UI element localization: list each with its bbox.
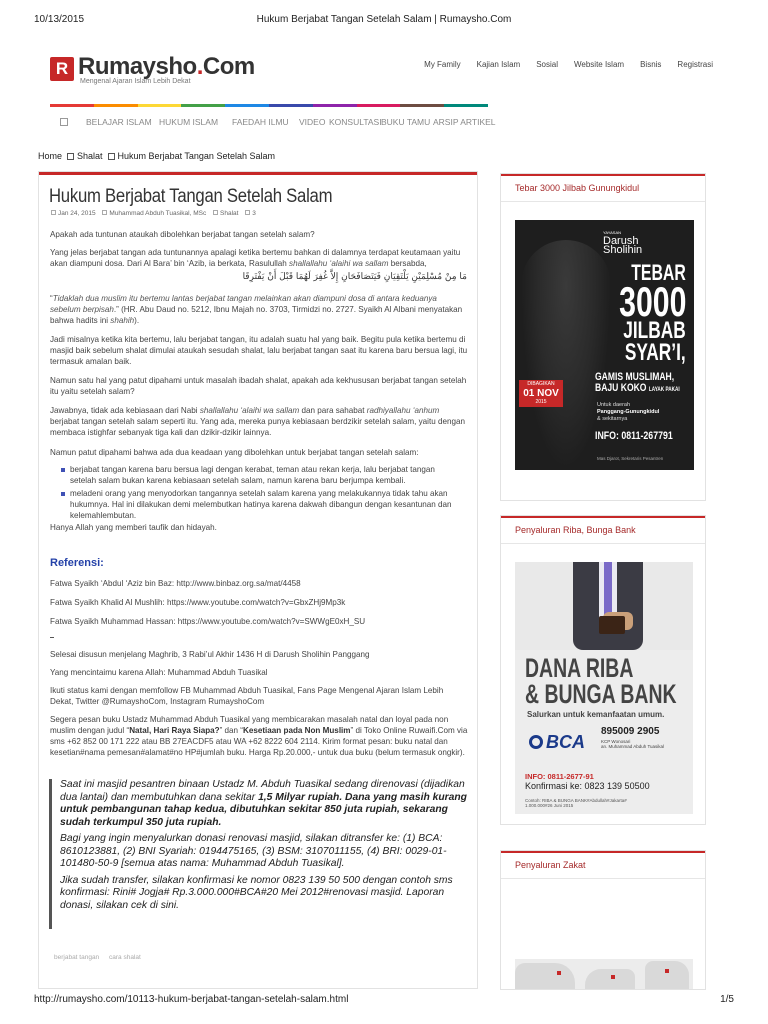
paragraph: Hanya Allah yang memberi taufik dan hidayah. xyxy=(50,523,217,532)
breadcrumb-home[interactable]: Home xyxy=(38,151,63,161)
nav-faedah-ilmu[interactable]: FAEDAH ILMU xyxy=(232,117,289,127)
print-header xyxy=(34,14,734,28)
banner-confirm: Konfirmasi ke: 0823 139 50500 xyxy=(525,781,650,791)
reference-link[interactable]: Fatwa Syaikh ‘Abdul ‘Aziz bin Baz: http://www.binbaz.org.sa/mat/4458 xyxy=(50,579,301,588)
paragraph: Jawabnya, tidak ada kebiasaan dari Nabi shallallahu ‘alaihi wa sallam dan para sahabat radhiyallahu ‘anhum berjabat tangan setelah salam seperti itu. Yang ada, mereka punya kebiasaan berdzikir setelah salam, yaitu dengan membaca istighfar sebanyak tiga kali dan dzikir-dzikir lainnya. xyxy=(50,406,465,437)
donation-quote xyxy=(49,779,469,929)
map-pin-icon xyxy=(557,971,561,975)
widget-accent-bar xyxy=(501,174,705,176)
color-segment xyxy=(313,104,357,107)
print-footer xyxy=(34,994,734,1008)
site-name: Rumaysho.Com xyxy=(78,53,255,80)
banner-subtitle: Salurkan untuk kemanfaatan umum. xyxy=(527,710,665,719)
paragraph: Namun patut dipahami bahwa ada dua keadaan yang dibolehkan untuk berjabat tangan setelah salam: xyxy=(50,448,419,457)
banner-area: Untuk daerah Panggang-Gunungkidul & sekitarnya xyxy=(597,402,660,422)
article-card xyxy=(38,171,478,989)
bca-logo: BCA xyxy=(529,732,585,753)
topnav-bisnis[interactable]: Bisnis xyxy=(640,60,662,69)
account-owner: KCP Wonosari an. Muhammad Abduh Tuasikal xyxy=(601,739,665,749)
post-category[interactable]: Shalat xyxy=(220,210,239,217)
nav-konsultasi[interactable]: KONSULTASI xyxy=(329,117,382,127)
nav-video[interactable]: VIDEO xyxy=(299,117,326,127)
color-segment xyxy=(400,104,444,107)
comment-icon xyxy=(245,210,250,215)
breadcrumb-category[interactable]: Shalat xyxy=(77,151,103,161)
site-tagline: Mengenal Ajaran Islam Lebih Dekat xyxy=(80,78,191,85)
darush-sholihin-logo: YAYASAN Darush Sholihin xyxy=(603,230,643,256)
quote-paragraph: Jika sudah transfer, silakan konfirmasi ke nomor 0823 139 50 500 dengan contoh sms konfirmasi: Rini# Jogja# Rp.3.000.000#BCA#20 Mei 2012#renovasi masjid. Laporan donasi, silakan cek di sini. xyxy=(60,874,453,911)
references-heading: Referensi: xyxy=(50,557,104,569)
list-item: berjabat tangan karena baru bersua lagi dengan kerabat, teman atau rekan kerja, lalu berjabat tangan setelah salam bukan karena kebiasaan setelah salam, namun karena baru berjumpa kembali. xyxy=(61,464,461,486)
account-number: 895009 2905 xyxy=(601,726,660,737)
widget-title: Penyaluran Riba, Bunga Bank xyxy=(515,525,636,535)
map-pin-icon xyxy=(611,975,615,979)
banner-headline: TEBAR xyxy=(631,260,686,285)
paragraph: Segera pesan buku Ustadz Muhammad Abduh Tuasikal yang membicarakan masalah natal dan loyal pada non muslim dengan judul “Natal, Hari Raya Siapa?” dan “Kesetiaan pada Non Muslim” di Toko Online Ruwaifi.Com via sms +62 852 00 171 222 atau BB 27EACDF5 atau WA +62 8222 604 2114. Kirim format pesan: buku natal dan kesetian#nama pemesan#alamat#no HP#jumlah buku. Harga Rp.20.000,- untuk dua buku (belum termasuk ongkir). xyxy=(50,715,468,757)
sidebar-widget-jilbab xyxy=(500,173,706,501)
home-icon[interactable] xyxy=(60,118,68,126)
color-segment xyxy=(181,104,225,107)
map-pin-icon xyxy=(665,969,669,973)
card-accent-bar xyxy=(39,172,477,175)
document-icon xyxy=(108,153,115,160)
divider xyxy=(501,201,705,202)
list-item: meladeni orang yang menyodorkan tangannya setelah salam karena yang melakukannya tidak tahu akan hukumnya. Hal ini dilakukan demi melembutkan hatinya karena dakwah dibangun dengan kesantunan dan kelemahlembutan. xyxy=(61,488,461,521)
banner-footnote: Mas Djarot, Sekretaris Pesantren xyxy=(597,456,664,461)
sidebar-widget-zakat xyxy=(500,850,706,990)
menu-color-bar xyxy=(50,104,488,107)
nav-belajar-islam[interactable]: BELAJAR ISLAM xyxy=(86,117,152,127)
nav-buku-tamu[interactable]: BUKU TAMU xyxy=(381,117,431,127)
print-url: http://rumaysho.com/10113-hukum-berjabat-tangan-setelah-salam.html xyxy=(34,994,349,1005)
print-title: Hukum Berjabat Tangan Setelah Salam | Rumaysho.Com xyxy=(256,14,512,25)
post-title: Hukum Berjabat Tangan Setelah Salam xyxy=(49,186,333,207)
breadcrumb-current: Hukum Berjabat Tangan Setelah Salam xyxy=(117,151,275,161)
paragraph: Apakah ada tuntunan ataukah dibolehkan berjabat tangan setelah salam? xyxy=(50,230,315,239)
quote-paragraph: Bagi yang ingin menyalurkan donasi renovasi masjid, silakan ditransfer ke: (1) BCA: 8610123881, (2) BNI Syariah: 0194475165, (3) BSM: 3107011155, (4) BRI: 0029-01-101480-50-9 [semua atas nama: Muhammad Abduh Tuasikal]. xyxy=(60,833,447,869)
banner-info: INFO: 0811-267791 xyxy=(595,430,673,442)
post-date: Jan 24, 2015 xyxy=(58,210,96,217)
color-segment xyxy=(444,104,488,107)
tag-link[interactable]: cara shalat xyxy=(109,954,141,961)
riba-banner[interactable] xyxy=(515,562,693,814)
banner-headline: DANA RIBA & BUNGA BANK xyxy=(525,653,677,709)
divider xyxy=(501,878,705,879)
paragraph: Namun satu hal yang patut dipahami untuk masalah ibadah shalat, apakah ada kekhususan berjabat tangan setelah itu yaitu setelah salam? xyxy=(50,376,467,396)
user-icon xyxy=(102,210,107,215)
color-segment xyxy=(50,104,94,107)
businessman-photo xyxy=(515,562,693,650)
paragraph: Yang mencintaimu karena Allah: Muhammad Abduh Tuasikal xyxy=(50,668,268,677)
banner-number: 3000 xyxy=(618,278,686,325)
folder-icon xyxy=(213,210,218,215)
quote-paragraph: Saat ini masjid pesantren binaan Ustadz M. Abduh Tuasikal sedang direnovasi (dijadikan dua lantai) dan membutuhkan dana sekitar 1,5 Milyar rupiah. Dana yang masih kurang untuk pembangunan tahap kedua, dibutuhkan sekitar 850 juta rupiah, sekarang sudah terkumpul 350 juta rupiah. xyxy=(60,779,467,828)
color-segment xyxy=(94,104,138,107)
calendar-icon xyxy=(51,210,56,215)
breadcrumb xyxy=(38,151,275,161)
main-navigation xyxy=(50,117,496,131)
paragraph: Ikuti status kami dengan memfollow FB Muhammad Abduh Tuasikal, Fans Page Mengenal Ajaran Islam Lebih Dekat, Twitter @RumayshoCom, Instagram RumayshoCom xyxy=(50,686,444,706)
banner-gamis: GAMIS MUSLIMAH, BAJU KOKO LAYAK PAKAI xyxy=(595,371,680,394)
print-page-number: 1/5 xyxy=(720,994,734,1005)
paragraph: Selesai disusun menjelang Maghrib, 3 Rabi’ul Akhir 1436 H di Darush Sholihin Panggang xyxy=(50,650,370,659)
paragraph: Yang jelas berjabat tangan ada tuntunannya apalagi ketika bertemu bahkan di dalamnya terdapat keutamaan yaitu akan diampuni dosa. Dari Al Bara’ bin ‘Azib, ia berkata, Rasulullah shallallahu ‘alaihi wa sallam bersabda, xyxy=(50,248,461,268)
logo-icon: R xyxy=(50,57,74,81)
paragraph: “Tidaklah dua muslim itu bertemu lantas berjabat tangan melainkan akan diampuni dosa di antara keduanya sebelum berpisah.” (HR. Abu Daud no. 5212, Ibnu Majah no. 3703, Tirmidzi no. 2727. Syaikh Al Albani menyatakan bahwa hadits ini shahih). xyxy=(50,294,463,325)
color-segment xyxy=(269,104,313,107)
nav-hukum-islam[interactable]: HUKUM ISLAM xyxy=(159,117,219,127)
divider xyxy=(501,543,705,544)
arabic-hadith: مَا مِنْ مُسْلِمَيْنِ يَلْتَقِيَانِ فَيَتَصَافَحَانِ إِلاَّ غُفِرَ لَهُمَا قَبْلَ أَنْ يَفْتَرِقَا xyxy=(242,272,467,282)
wallet-icon xyxy=(599,616,625,634)
color-segment xyxy=(357,104,401,107)
topnav-my-family[interactable]: My Family xyxy=(424,60,461,69)
post-tags xyxy=(54,954,149,961)
paragraph: Jadi misalnya ketika kita bertemu, lalu berjabat tangan, itu adalah suatu hal yang baik. Begitu pula ketika bertemu di masjid baik sebelum shalat dimulai ataukah sesudah shalat, lalu berjabat tangan saat itu karena baru bersua lagi, itu termasuk amalan baik. xyxy=(50,335,468,366)
banner-example: Contoh: RIBA & BUNGA BANK#Abdullah#Jakarta# 1.000.000#26 Juni 2015 xyxy=(525,798,627,808)
widget-accent-bar xyxy=(501,851,705,853)
site-logo[interactable] xyxy=(50,55,260,89)
print-date: 10/13/2015 xyxy=(34,14,85,25)
bullet-list xyxy=(61,464,461,523)
banner-info: INFO: 0811-2677-91 xyxy=(525,772,594,781)
date-badge: DIBAGIKAN 01 NOV 2015 xyxy=(519,380,563,407)
color-segment xyxy=(225,104,269,107)
widget-title: Penyaluran Zakat xyxy=(515,860,586,870)
folder-icon xyxy=(67,153,74,160)
reference-link[interactable]: Fatwa Syaikh Muhammad Hassan: https://www.youtube.com/watch?v=SWWgE0xH_SU xyxy=(50,617,366,626)
topnav-website-islam[interactable]: Website Islam xyxy=(573,60,625,69)
bca-icon xyxy=(529,735,543,749)
sidebar-widget-riba xyxy=(500,515,706,825)
post-comments[interactable]: 3 xyxy=(252,210,256,217)
jilbab-banner[interactable] xyxy=(515,220,694,470)
top-navigation xyxy=(420,60,713,72)
post-author[interactable]: Muhammad Abduh Tuasikal, MSc xyxy=(109,210,207,217)
banner-jilbab: JILBAB SYAR’I, xyxy=(623,317,686,366)
reference-link[interactable]: Fatwa Syaikh Khalid Al Mushlih: https://www.youtube.com/watch?v=GbxZHj9Mp3k xyxy=(50,598,346,607)
color-segment xyxy=(138,104,182,107)
nav-arsip-artikel[interactable]: ARSIP ARTIKEL xyxy=(433,117,496,127)
zakat-map-image[interactable] xyxy=(515,959,693,989)
topnav-sosial[interactable]: Sosial xyxy=(536,60,558,69)
topnav-registrasi[interactable]: Registrasi xyxy=(677,60,713,69)
widget-accent-bar xyxy=(501,516,705,518)
post-meta xyxy=(51,210,256,217)
separator xyxy=(50,637,54,638)
tag-link[interactable]: berjabat tangan xyxy=(54,954,100,961)
widget-title: Tebar 3000 Jilbab Gunungkidul xyxy=(515,183,640,193)
topnav-kajian-islam[interactable]: Kajian Islam xyxy=(476,60,521,69)
